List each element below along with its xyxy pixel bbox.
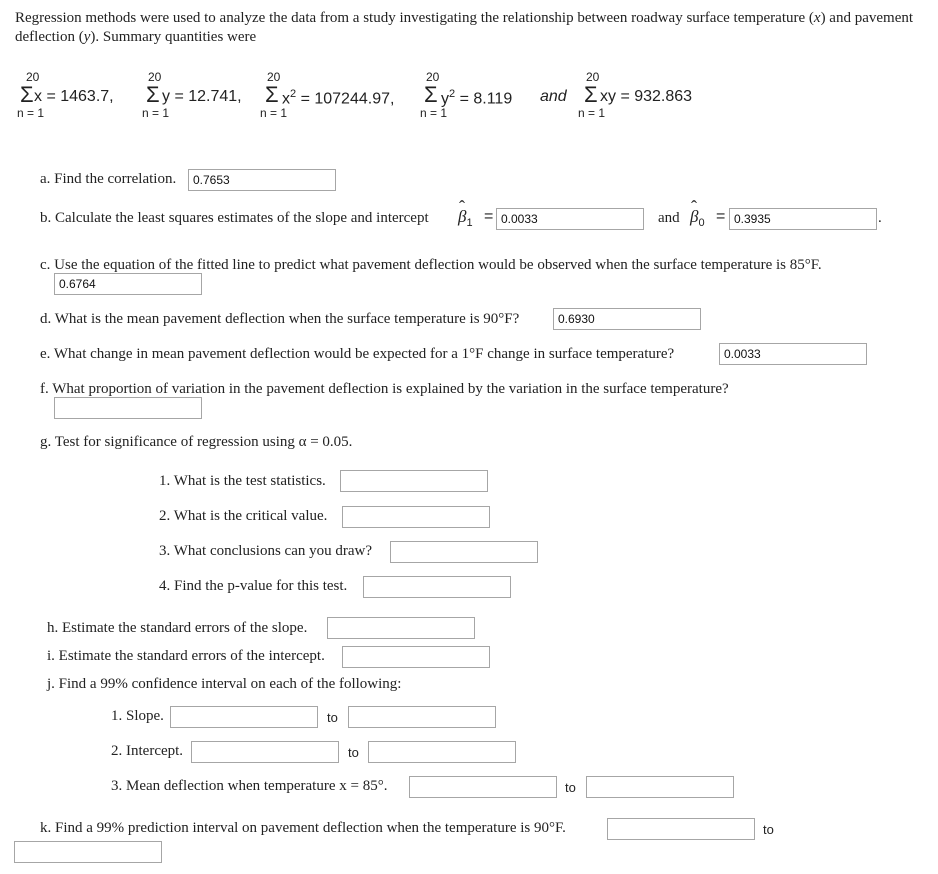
question-e-label: e. What change in mean pavement deflection would be expected for a 1°F change in surface temperature? bbox=[40, 346, 675, 362]
question-f-label: f. What proportion of variation in the pavement deflection is explained by the variation in the surface temperature? bbox=[40, 381, 729, 397]
slope-ci-lower-input[interactable] bbox=[170, 706, 318, 728]
to-label: to bbox=[763, 822, 774, 837]
to-label: to bbox=[348, 745, 359, 760]
question-a-label: a. Find the correlation. bbox=[40, 171, 177, 187]
question-i-label: i. Estimate the standard errors of the intercept. bbox=[47, 648, 325, 664]
mean-ci-lower-input[interactable] bbox=[409, 776, 557, 798]
question-j-label: j. Find a 99% confidence interval on each of the following: bbox=[47, 676, 402, 692]
beta0-hat-symbol: ˆ $\beta_0$ bbox=[690, 207, 705, 229]
question-h-label: h. Estimate the standard errors of the slope. bbox=[47, 620, 308, 636]
intercept-ci-upper-input[interactable] bbox=[368, 741, 516, 763]
j3-label: 3. Mean deflection when temperature x = 85°. bbox=[111, 778, 388, 794]
r-squared-input[interactable] bbox=[54, 397, 202, 419]
sigma-symbol: Σ bbox=[265, 82, 279, 107]
mean-deflection-input[interactable]: 0.6930 bbox=[553, 308, 701, 330]
correlation-input[interactable]: 0.7653 bbox=[188, 169, 336, 191]
beta1-hat-symbol: ˆ $\beta_1$ bbox=[458, 207, 473, 229]
sum-lower-limit: n = 1 bbox=[17, 106, 45, 120]
conclusion-input[interactable] bbox=[390, 541, 538, 563]
g3-label: 3. What conclusions can you draw? bbox=[159, 543, 372, 559]
critical-value-input[interactable] bbox=[342, 506, 490, 528]
slope-estimate-input[interactable]: 0.0033 bbox=[496, 208, 644, 230]
sum-y: y = 12.741, bbox=[162, 88, 242, 105]
se-intercept-input[interactable] bbox=[342, 646, 490, 668]
question-k-label: k. Find a 99% prediction interval on pavement deflection when the temperature is 90°F. bbox=[40, 820, 566, 836]
to-label: to bbox=[565, 780, 576, 795]
sigma-symbol: Σ bbox=[20, 82, 34, 107]
prediction-interval-upper-input[interactable] bbox=[14, 841, 162, 863]
problem-intro: Regression methods were used to analyze the data from a study investigating the relationship between roadway surface temperature (x) and pavement deflection (y). Summary quantities were bbox=[15, 10, 914, 45]
intercept-estimate-input[interactable]: 0.3935 bbox=[729, 208, 877, 230]
test-statistic-input[interactable] bbox=[340, 470, 488, 492]
sum-xy: xy = 932.863 bbox=[600, 88, 693, 105]
j1-label: 1. Slope. bbox=[111, 708, 164, 724]
and-label: and bbox=[658, 210, 680, 226]
question-d-label: d. What is the mean pavement deflection when the surface temperature is 90°F? bbox=[40, 311, 520, 327]
sigma-symbol: Σ bbox=[424, 82, 438, 107]
sigma-symbol: Σ bbox=[146, 82, 160, 107]
p-value-input[interactable] bbox=[363, 576, 511, 598]
slope-ci-upper-input[interactable] bbox=[348, 706, 496, 728]
to-label: to bbox=[327, 710, 338, 725]
and-word: and bbox=[540, 88, 567, 105]
j2-label: 2. Intercept. bbox=[111, 743, 184, 759]
sum-y-squared: $y^2 = 8.119$ bbox=[441, 88, 513, 108]
question-c-label: c. Use the equation of the fitted line to predict what pavement deflection would be observed when the surface temperature is 85°F. bbox=[40, 257, 822, 273]
sum-upper-limit: 20 bbox=[26, 70, 40, 84]
se-slope-input[interactable] bbox=[327, 617, 475, 639]
question-b-label: b. Calculate the least squares estimates of the slope and intercept bbox=[40, 210, 429, 226]
g1-label: 1. What is the test statistics. bbox=[159, 473, 326, 489]
predicted-deflection-input[interactable]: 0.6764 bbox=[54, 273, 202, 295]
change-in-mean-input[interactable]: 0.0033 bbox=[719, 343, 867, 365]
mean-ci-upper-input[interactable] bbox=[586, 776, 734, 798]
sigma-symbol: Σ bbox=[584, 82, 598, 107]
question-g-label: g. Test for significance of regression using α = 0.05. bbox=[40, 434, 353, 450]
sum-x-squared: $x^2 = 107244.97$, bbox=[282, 88, 395, 108]
intercept-ci-lower-input[interactable] bbox=[191, 741, 339, 763]
g2-label: 2. What is the critical value. bbox=[159, 508, 328, 524]
g4-label: 4. Find the p-value for this test. bbox=[159, 578, 348, 594]
prediction-interval-lower-input[interactable] bbox=[607, 818, 755, 840]
sum-x: x = 1463.7, bbox=[34, 88, 114, 105]
